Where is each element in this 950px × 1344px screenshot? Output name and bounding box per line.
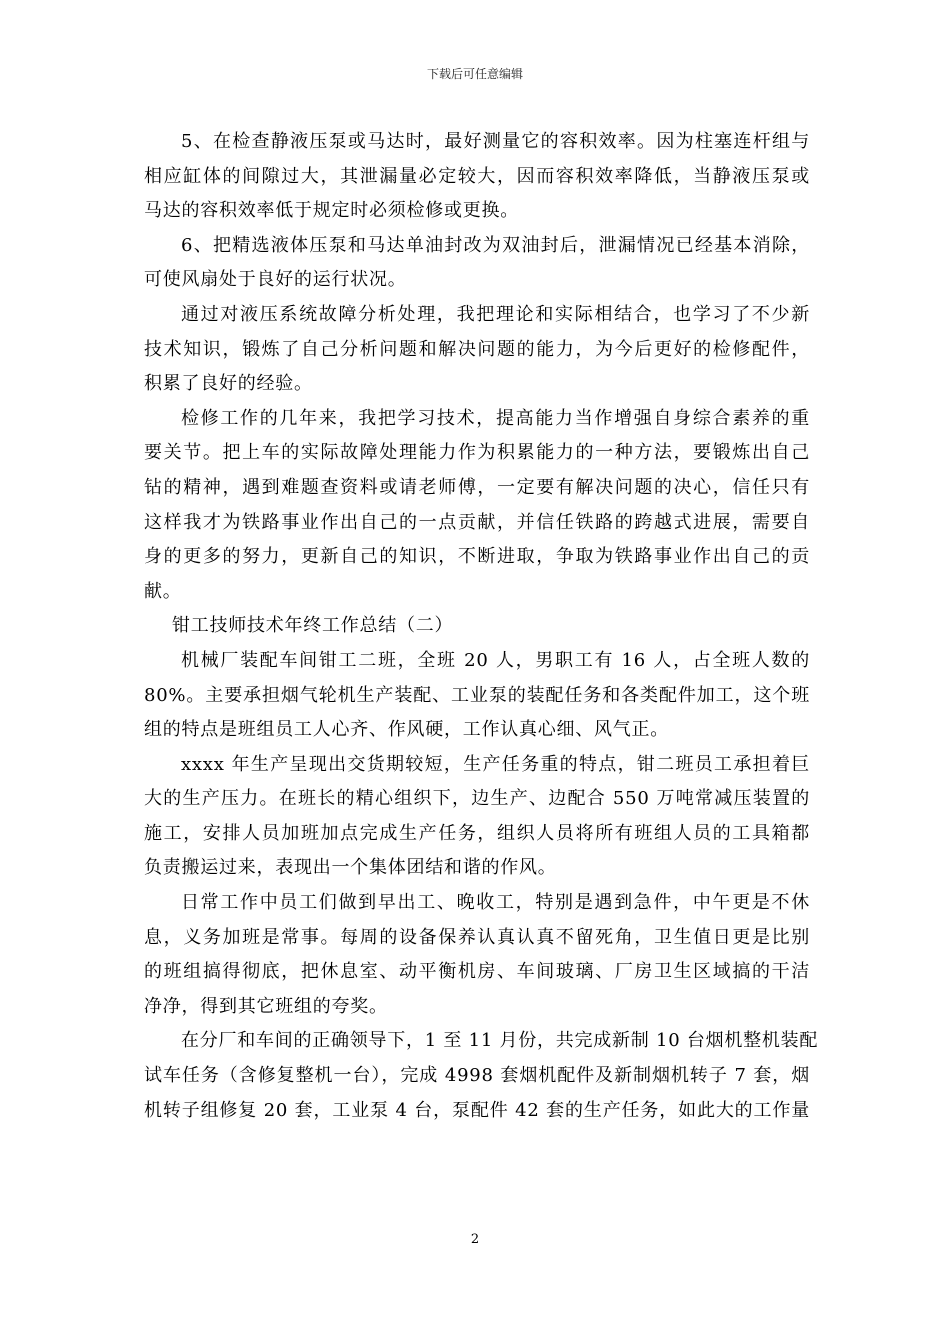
text-line: 相应缸体的间隙过大，其泄漏量必定较大，因而容积效率降低，当静液压泵或 — [144, 165, 810, 187]
paragraph — [144, 1024, 819, 1128]
text-line: 试车任务（含修复整机一台），完成 4998 套烟机配件及新制烟机转子 7 套，烟 — [144, 1065, 810, 1087]
text-line: 息，义务加班是常事。每周的设备保养认真认真不留死角，卫生值日更是比别 — [144, 926, 810, 948]
text-line: 5、在检查静液压泵或马达时，最好测量它的容积效率。因为柱塞连杆组与 — [181, 131, 810, 152]
text-line: 身的更多的努力，更新自己的知识，不断进取，争取为铁路事业作出自己的贡 — [144, 546, 810, 568]
paragraph — [144, 886, 810, 1024]
text-line: 可使风扇处于良好的运行状况。 — [144, 269, 407, 291]
section-title — [144, 609, 810, 644]
text-line: 净净，得到其它班组的夸奖。 — [144, 995, 388, 1017]
paragraph — [144, 748, 810, 886]
text-line: 机械厂装配车间钳工二班，全班 20 人，男职工有 16 人，占全班人数的 — [181, 649, 810, 671]
document-body — [144, 125, 819, 1128]
text-line: 这样我才为铁路事业作出自己的一点贡献，并信任铁路的跨越式进展，需要自 — [144, 511, 810, 533]
text-line: 检修工作的几年来，我把学习技术，提高能力当作增强自身综合素养的重 — [181, 407, 810, 429]
paragraph — [144, 229, 810, 298]
text-line: 献。 — [144, 580, 182, 602]
paragraph — [144, 125, 810, 229]
text-line: 6、把精选液体压泵和马达单油封改为双油封后，泄漏情况已经基本消除， — [181, 234, 810, 256]
text-line: 机转子组修复 20 套，工业泵 4 台，泵配件 42 套的生产任务，如此大的工作量 — [144, 1099, 810, 1121]
text-line: 钻的精神，遇到难题查资料或请老师傅，一定要有解决问题的决心，信任只有 — [144, 476, 810, 498]
text-line: xxxx 年生产呈现出交货期较短，生产任务重的特点，钳二班员工承担着巨 — [181, 753, 810, 775]
text-line: 大的生产压力。在班长的精心组织下，边生产、边配合 550 万吨常减压装置的 — [144, 788, 810, 810]
page-header: 下载后可任意编辑 — [426, 67, 523, 81]
text-line: 通过对液压系统故障分析处理，我把理论和实际相结合，也学习了不少新 — [181, 303, 810, 325]
paragraph — [144, 402, 810, 610]
text-line: 的班组搞得彻底，把休息室、动平衡机房、车间玻璃、厂房卫生区域搞的干洁 — [144, 961, 810, 983]
text-line: 组的特点是班组员工人心齐、作风硬，工作认真心细、风气正。 — [144, 719, 669, 741]
text-line: 积累了良好的经验。 — [144, 373, 313, 395]
text-line: 在分厂和车间的正确领导下，1 至 11 月份，共完成新制 10 台烟机整机装配 — [181, 1030, 819, 1052]
text-line: 技术知识，锻炼了自己分析问题和解决问题的能力，为今后更好的检修配件， — [144, 338, 810, 360]
page-number: 2 — [470, 1232, 480, 1247]
text-line: 负责搬运过来，表现出一个集体团结和谐的作风。 — [144, 857, 557, 879]
text-line: 80%。主要承担烟气轮机生产装配、工业泵的装配任务和各类配件加工，这个班 — [144, 684, 810, 706]
text-line: 钳工技师技术年终工作总结（二） — [172, 615, 454, 637]
paragraph — [144, 298, 810, 402]
paragraph — [144, 644, 810, 748]
text-line: 要关节。把上车的实际故障处理能力作为积累能力的一种方法，要锻炼出自己 — [144, 442, 810, 464]
text-line: 马达的容积效率低于规定时必须检修或更换。 — [144, 200, 519, 222]
text-line: 施工，安排人员加班加点完成生产任务，组织人员将所有班组人员的工具箱都 — [144, 822, 810, 844]
text-line: 日常工作中员工们做到早出工、晚收工，特别是遇到急件，中午更是不休 — [181, 892, 810, 914]
